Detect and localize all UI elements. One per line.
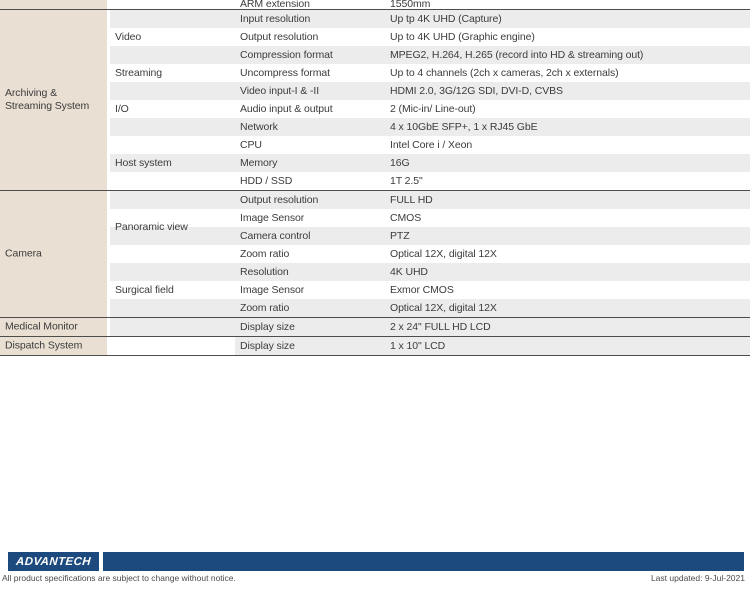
category-label-line: Archiving & bbox=[5, 87, 58, 99]
section-previous-section-partial bbox=[0, 0, 750, 9]
category-cell bbox=[0, 337, 107, 355]
spec-value-cell: 1 x 10" LCD bbox=[390, 340, 446, 352]
category-label-line: Camera bbox=[5, 247, 42, 260]
spec-group bbox=[110, 136, 750, 190]
spec-value-cell: Optical 12X, digital 12X bbox=[390, 248, 497, 260]
footer-bar bbox=[8, 552, 744, 571]
spec-value-cell: Exmor CMOS bbox=[390, 284, 454, 296]
subcategory-spacer bbox=[110, 191, 235, 209]
spec-value-cell: Up to 4K UHD (Graphic engine) bbox=[390, 31, 535, 43]
category-cell bbox=[0, 318, 107, 336]
table-row bbox=[110, 172, 750, 190]
category-label-line: Medical Monitor bbox=[5, 320, 78, 333]
table-row bbox=[110, 0, 750, 9]
section-dispatch-system bbox=[0, 336, 750, 355]
rows-column bbox=[110, 337, 750, 355]
category-cell bbox=[0, 191, 107, 317]
category-label-line: Dispatch System bbox=[5, 339, 83, 352]
spec-value-cell: Up to 4 channels (2ch x cameras, 2ch x externals) bbox=[390, 67, 619, 79]
subcategory-spacer bbox=[110, 0, 235, 9]
table-row bbox=[110, 154, 750, 172]
table-row bbox=[110, 136, 750, 154]
subcategory-label: Video bbox=[115, 31, 142, 43]
spec-name-cell: Resolution bbox=[240, 266, 289, 278]
table-row bbox=[110, 299, 750, 317]
section-archiving-streaming-system bbox=[0, 9, 750, 190]
spec-value-cell: MPEG2, H.264, H.265 (record into HD & streaming out) bbox=[390, 49, 644, 61]
table-row bbox=[110, 209, 750, 227]
spec-value-cell: Optical 12X, digital 12X bbox=[390, 302, 497, 314]
table-row bbox=[110, 10, 750, 28]
last-updated-text: Last updated: 9-Jul-2021 bbox=[650, 573, 745, 583]
spec-name-cell: Display size bbox=[240, 340, 295, 352]
spec-name-cell: Network bbox=[240, 121, 278, 133]
spec-name-cell: Display size bbox=[240, 321, 295, 333]
rows-column bbox=[110, 318, 750, 336]
spec-name-cell: Memory bbox=[240, 157, 278, 169]
table-row bbox=[110, 28, 750, 46]
spec-value-cell: 4K UHD bbox=[390, 266, 428, 278]
spec-value-cell: PTZ bbox=[390, 230, 410, 242]
spec-value-cell: FULL HD bbox=[390, 194, 433, 206]
footer-blue-bar bbox=[103, 552, 744, 571]
spec-name-cell: Camera control bbox=[240, 230, 311, 242]
spec-group bbox=[110, 263, 750, 317]
table-row bbox=[110, 118, 750, 136]
category-cell bbox=[0, 0, 107, 9]
spec-value-cell: HDMI 2.0, 3G/12G SDI, DVI-D, CVBS bbox=[390, 85, 563, 97]
category-label bbox=[5, 248, 42, 261]
spec-name-cell: CPU bbox=[240, 139, 262, 151]
subcategory-label: Host system bbox=[115, 157, 172, 169]
table-row bbox=[110, 46, 750, 64]
category-cell bbox=[0, 10, 107, 190]
advantech-logo-text: ADVANTECH bbox=[15, 555, 92, 568]
subcategory-spacer bbox=[110, 46, 235, 64]
subcategory-spacer bbox=[110, 118, 235, 136]
spec-value-cell: CMOS bbox=[390, 212, 422, 224]
section-camera bbox=[0, 190, 750, 317]
subcategory-spacer bbox=[110, 245, 235, 263]
spec-name-cell: Audio input & output bbox=[240, 103, 333, 115]
spec-value-cell: 16G bbox=[390, 157, 410, 169]
spec-value-cell: 4 x 10GbE SFP+, 1 x RJ45 GbE bbox=[390, 121, 538, 133]
category-label-line: Streaming System bbox=[5, 100, 90, 112]
table-row bbox=[110, 64, 750, 82]
spec-group bbox=[110, 82, 750, 136]
subcategory-spacer bbox=[110, 318, 235, 336]
subcategory-spacer bbox=[110, 263, 235, 281]
spec-value-cell: 2 x 24" FULL HD LCD bbox=[390, 321, 491, 333]
spec-group bbox=[110, 318, 750, 336]
subcategory-spacer bbox=[110, 10, 235, 28]
spec-group bbox=[110, 337, 750, 355]
subcategory-spacer bbox=[110, 172, 235, 190]
table-row bbox=[110, 191, 750, 209]
table-row bbox=[110, 100, 750, 118]
spec-name-cell: Video input-I & -II bbox=[240, 85, 320, 97]
section-medical-monitor bbox=[0, 317, 750, 336]
spec-name-cell: HDD / SSD bbox=[240, 175, 293, 187]
table-row bbox=[110, 82, 750, 100]
subcategory-spacer bbox=[110, 100, 235, 118]
spec-name-cell: Output resolution bbox=[240, 31, 319, 43]
spec-value-cell: 1550mm bbox=[390, 0, 431, 9]
table-row bbox=[110, 281, 750, 299]
category-label bbox=[5, 321, 78, 334]
subcategory-label: Surgical field bbox=[115, 284, 174, 296]
disclaimer-text: All product specifications are subject to change without notice. bbox=[2, 573, 236, 583]
subcategory-background bbox=[110, 337, 235, 355]
spec-name-cell: Image Sensor bbox=[240, 212, 305, 224]
spec-name-cell: ARM extension bbox=[240, 0, 310, 9]
spec-name-cell: Output resolution bbox=[240, 194, 319, 206]
spec-name-cell: Uncompress format bbox=[240, 67, 330, 79]
spec-value-cell: Up tp 4K UHD (Capture) bbox=[390, 13, 502, 25]
table-row bbox=[110, 245, 750, 263]
table-row bbox=[110, 263, 750, 281]
spec-name-cell: Zoom ratio bbox=[240, 302, 290, 314]
subcategory-spacer bbox=[110, 82, 235, 100]
spec-group bbox=[110, 10, 750, 64]
subcategory-spacer bbox=[110, 299, 235, 317]
spec-name-cell: Input resolution bbox=[240, 13, 311, 25]
spec-group bbox=[110, 0, 750, 9]
rows-column bbox=[110, 10, 750, 190]
table-row bbox=[110, 318, 750, 336]
spec-group bbox=[110, 64, 750, 82]
spec-value-cell: 2 (Mic-in/ Line-out) bbox=[390, 103, 476, 115]
spec-name-cell: Zoom ratio bbox=[240, 248, 290, 260]
table-row bbox=[110, 227, 750, 245]
advantech-logo bbox=[8, 552, 99, 571]
subcategory-spacer bbox=[110, 136, 235, 154]
spec-name-cell: Compression format bbox=[240, 49, 333, 61]
spec-value-cell: Intel Core i / Xeon bbox=[390, 139, 473, 151]
rows-column bbox=[110, 0, 750, 9]
subcategory-label: I/O bbox=[115, 103, 129, 115]
category-label bbox=[5, 87, 89, 113]
category-label bbox=[5, 340, 82, 353]
spec-group bbox=[110, 191, 750, 263]
subcategory-label: Streaming bbox=[115, 67, 162, 79]
footer-meta bbox=[2, 573, 745, 583]
rows-column bbox=[110, 191, 750, 317]
spec-value-cell: 1T 2.5" bbox=[390, 175, 423, 187]
spec-name-cell: Image Sensor bbox=[240, 284, 305, 296]
subcategory-label: Panoramic view bbox=[115, 221, 188, 233]
